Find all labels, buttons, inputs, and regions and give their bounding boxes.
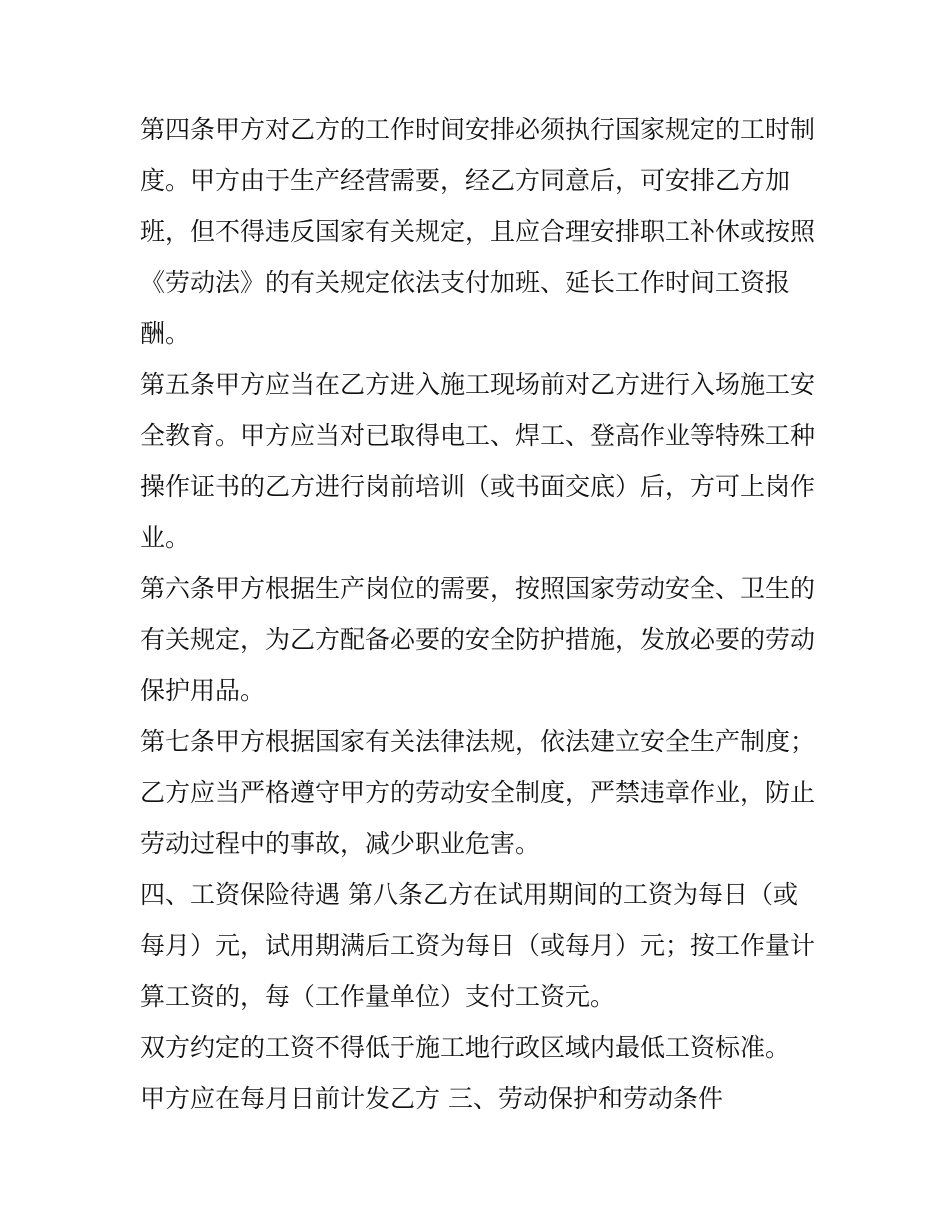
text-line: 乙方应当严格遵守甲方的劳动安全制度，严禁违章作业，防止 <box>140 778 816 807</box>
text-line: 第四条甲方对乙方的工作时间安排必须执行国家规定的工时制 <box>140 115 816 144</box>
text-line: 第七条甲方根据国家有关法律法规，依法建立安全生产制度； <box>140 727 816 756</box>
text-line: 四、工资保险待遇 第八条乙方在试用期间的工资为每日（或 <box>140 880 798 909</box>
text-line: 班，但不得违反国家有关规定，且应合理安排职工补休或按照 <box>140 217 816 246</box>
text-line: 业。 <box>140 523 191 552</box>
text-line: 甲方应在每月日前计发乙方 三、劳动保护和劳动条件 <box>140 1084 723 1113</box>
text-line: 双方约定的工资不得低于施工地行政区域内最低工资标准。 <box>140 1033 791 1062</box>
text-line: 第五条甲方应当在乙方进入施工现场前对乙方进行入场施工安 <box>140 370 816 399</box>
text-line: 全教育。甲方应当对已取得电工、焊工、登高作业等特殊工种 <box>140 421 816 450</box>
text-line: 有关规定，为乙方配备必要的安全防护措施，发放必要的劳动 <box>140 625 816 654</box>
text-line: 保护用品。 <box>140 676 266 705</box>
text-line: 操作证书的乙方进行岗前培训（或书面交底）后，方可上岗作 <box>140 472 816 501</box>
document-body <box>140 104 830 1124</box>
text-line: 第六条甲方根据生产岗位的需要，按照国家劳动安全、卫生的 <box>140 574 816 603</box>
text-line: 劳动过程中的事故，减少职业危害。 <box>140 829 541 858</box>
text-line: 《劳动法》的有关规定依法支付加班、延长工作时间工资报 <box>140 268 791 297</box>
text-line: 酬。 <box>140 319 191 348</box>
text-line: 每月）元，试用期满后工资为每日（或每月）元；按工作量计 <box>140 931 816 960</box>
text-line: 度。甲方由于生产经营需要，经乙方同意后，可安排乙方加 <box>140 166 791 195</box>
text-line: 算工资的，每（工作量单位）支付工资元。 <box>140 982 616 1011</box>
